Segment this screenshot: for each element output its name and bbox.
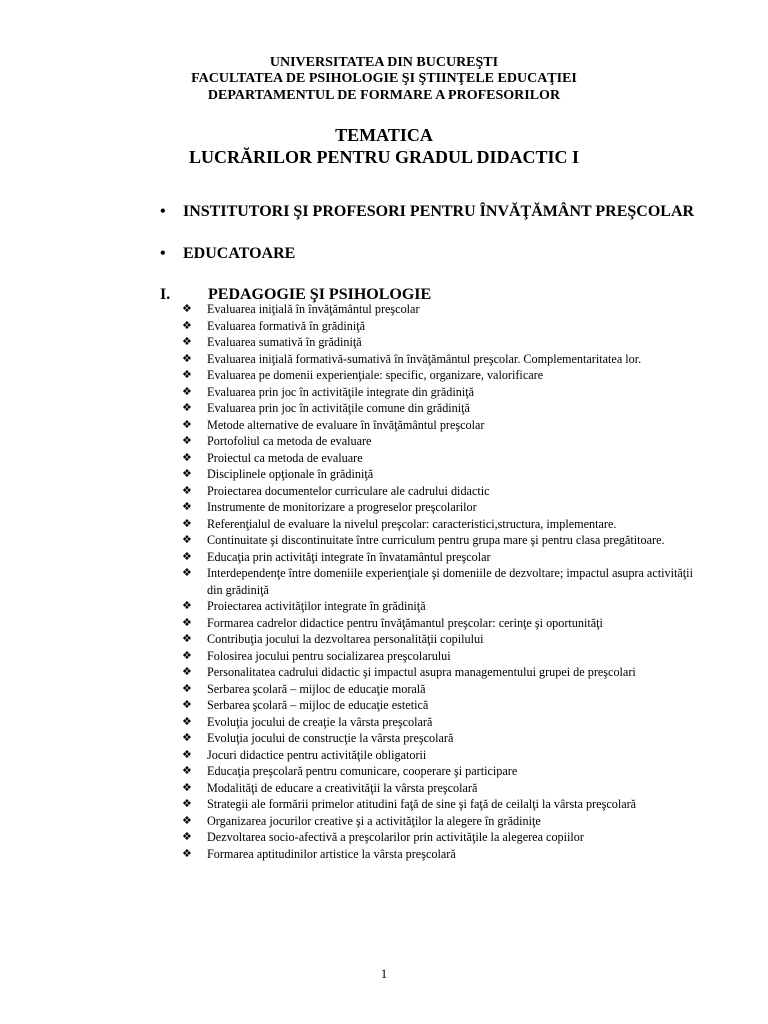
diamond-bullet-icon: ❖ [182, 533, 192, 546]
topic-item [182, 334, 702, 351]
diamond-bullet-icon: ❖ [182, 648, 192, 662]
topic-text: Dezvoltarea socio-afectivă a preşcolarilor prin activităţile la alegerea copiilor [207, 830, 584, 844]
document-subtitle: LUCRĂRILOR PENTRU GRADUL DIDACTIC I [188, 147, 580, 167]
topic-item [182, 681, 702, 698]
diamond-bullet-icon: ❖ [182, 450, 192, 464]
diamond-bullet-icon: ❖ [182, 813, 192, 827]
topic-item [182, 318, 702, 335]
faculty-name: FACULTATEA DE PSIHOLOGIE ŞI ŞTIINŢELE EDUCAŢIEI [191, 71, 577, 86]
diamond-bullet-icon: ❖ [182, 549, 192, 563]
topic-text: Portofoliul ca metoda de evaluare [207, 434, 372, 448]
diamond-bullet-icon: ❖ [182, 780, 192, 794]
topic-item [182, 631, 702, 648]
topic-text: Serbarea şcolară – mijloc de educaţie morală [207, 681, 426, 696]
topic-text: Evaluarea pe domenii experienţiale: specific, organizare, valorificare [207, 368, 544, 382]
topic-list [182, 301, 702, 862]
topic-item [182, 615, 702, 632]
diamond-bullet-icon: ❖ [182, 335, 192, 348]
topic-text: Evaluarea iniţială în învăţământul preşcolar [207, 302, 420, 316]
topic-text: Referenţialul de evaluare la nivelul preşcolar: caracteristici,structura, implementare. [207, 516, 617, 531]
topic-text: Evaluarea prin joc în activităţile integrate din grădiniţă [207, 384, 475, 399]
topic-text: Contribuţia jocului la dezvoltarea personalităţii copilului [207, 632, 484, 646]
topic-item [182, 367, 702, 384]
diamond-bullet-icon: ❖ [182, 500, 192, 513]
diamond-bullet-icon: ❖ [182, 714, 192, 728]
topic-item [182, 664, 702, 681]
topic-text: Evaluarea iniţială formativă-sumativă în învăţământul preşcolar. Complementaritatea lor. [207, 351, 642, 366]
topic-item [182, 730, 702, 747]
topic-text: Jocuri didactice pentru activităţile obligatorii [207, 747, 427, 762]
diamond-bullet-icon: ❖ [182, 368, 192, 381]
diamond-bullet-icon: ❖ [182, 665, 192, 678]
topic-item [182, 351, 702, 368]
topic-text: Modalităţi de educare a creativităţii la vârsta preşcolară [207, 780, 478, 795]
topic-item [182, 483, 702, 500]
topic-text: Proiectarea activităţilor integrate în grădiniţă [207, 599, 426, 613]
topic-text: Evoluţia jocului de construcţie la vârsta preşcolară [207, 731, 454, 745]
topic-item [182, 648, 702, 665]
topic-text: Formarea cadrelor didactice pentru învăţămantul preşcolar: cerinţe şi oportunităţi [207, 615, 603, 630]
topic-item [182, 450, 702, 467]
category-item [160, 243, 720, 265]
topic-item [182, 763, 702, 780]
topic-item [182, 565, 702, 598]
topic-item [182, 384, 702, 401]
diamond-bullet-icon: ❖ [182, 302, 192, 315]
diamond-bullet-icon: ❖ [182, 566, 192, 579]
topic-item [182, 780, 702, 797]
diamond-bullet-icon: ❖ [182, 830, 192, 843]
document-title: TEMATICA [335, 125, 433, 145]
diamond-bullet-icon: ❖ [182, 318, 192, 332]
topic-text: Proiectul ca metoda de evaluare [207, 450, 363, 465]
topic-text: Instrumente de monitorizare a progreselor preşcolarilor [207, 500, 477, 514]
topic-item [182, 598, 702, 615]
topic-item [182, 549, 702, 566]
topic-text: Evaluarea sumativă în grădiniţă [207, 335, 362, 349]
diamond-bullet-icon: ❖ [182, 615, 192, 629]
topic-item [182, 499, 702, 516]
diamond-bullet-icon: ❖ [182, 747, 192, 761]
topic-text: Metode alternative de evaluare în învăţământul preşcolar [207, 417, 485, 432]
topic-text: Formarea aptitudinilor artistice la vârsta preşcolară [207, 846, 456, 861]
diamond-bullet-icon: ❖ [182, 401, 192, 414]
bullet-icon: • [160, 245, 166, 262]
diamond-bullet-icon: ❖ [182, 417, 192, 431]
topic-text: Disciplinele opţionale în grădiniţă [207, 467, 374, 481]
category-item [160, 201, 720, 245]
topic-text: Serbarea şcolară – mijloc de educaţie estetică [207, 698, 429, 712]
topic-item [182, 714, 702, 731]
section-title: PEDAGOGIE ŞI PSIHOLOGIE [208, 286, 432, 303]
category-label: EDUCATOARE [183, 245, 296, 262]
topic-item [182, 532, 702, 549]
topic-item [182, 417, 702, 434]
department-name: DEPARTAMENTUL DE FORMARE A PROFESORILOR [207, 88, 561, 103]
diamond-bullet-icon: ❖ [182, 731, 192, 744]
diamond-bullet-icon: ❖ [182, 797, 192, 810]
topic-text: Educaţia preşcolară pentru comunicare, cooperare şi participare [207, 764, 518, 778]
diamond-bullet-icon: ❖ [182, 698, 192, 711]
topic-item [182, 400, 702, 417]
diamond-bullet-icon: ❖ [182, 384, 192, 398]
university-name: UNIVERSITATEA DIN BUCUREŞTI [269, 55, 499, 70]
page-number: 1 [380, 966, 388, 981]
topic-item [182, 846, 702, 863]
topic-text: Strategii ale formării primelor atitudini faţă de sine şi faţă de ceilalţi la vârsta preşcolară [207, 797, 637, 811]
topic-text: Organizarea jocurilor creative şi a activităţilor la alegere în grădiniţe [207, 813, 541, 828]
topic-item [182, 301, 702, 318]
topic-item [182, 516, 702, 533]
diamond-bullet-icon: ❖ [182, 434, 192, 447]
diamond-bullet-icon: ❖ [182, 483, 192, 497]
topic-item [182, 747, 702, 764]
topic-text: Interdependenţe între domeniile experienţiale şi domeniile de dezvoltare; impactul asupra activităţii din grădiniţă [207, 566, 693, 597]
topic-text: Personalitatea cadrului didactic şi impactul asupra managementului grupei de preşcolari [207, 665, 636, 679]
bullet-icon: • [160, 203, 166, 220]
topic-text: Evaluarea prin joc în activităţile comune din grădiniţă [207, 401, 470, 415]
diamond-bullet-icon: ❖ [182, 764, 192, 777]
diamond-bullet-icon: ❖ [182, 599, 192, 612]
topic-item [182, 466, 702, 483]
diamond-bullet-icon: ❖ [182, 516, 192, 530]
category-label: INSTITUTORI ŞI PROFESORI PENTRU ÎNVĂŢĂMÂNT PREŞCOLAR [183, 203, 695, 220]
topic-text: Evaluarea formativă în grădiniţă [207, 318, 366, 333]
section-number: I. [160, 286, 171, 303]
diamond-bullet-icon: ❖ [182, 846, 192, 860]
topic-item [182, 433, 702, 450]
topic-text: Proiectarea documentelor curriculare ale cadrului didactic [207, 483, 490, 498]
diamond-bullet-icon: ❖ [182, 467, 192, 480]
topic-item [182, 796, 702, 813]
topic-item [182, 697, 702, 714]
topic-item [182, 813, 702, 830]
diamond-bullet-icon: ❖ [182, 681, 192, 695]
topic-text: Educaţia prin activităţi integrate în învatamântul preşcolar [207, 549, 491, 564]
topic-text: Evoluţia jocului de creaţie la vârsta preşcolară [207, 714, 433, 729]
topic-text: Folosirea jocului pentru socializarea preşcolarului [207, 648, 451, 663]
topic-item [182, 829, 702, 846]
diamond-bullet-icon: ❖ [182, 632, 192, 645]
diamond-bullet-icon: ❖ [182, 351, 192, 365]
topic-text: Continuitate şi discontinuitate între curriculum pentru grupa mare şi pentru clasa pregătitoare. [207, 533, 665, 547]
